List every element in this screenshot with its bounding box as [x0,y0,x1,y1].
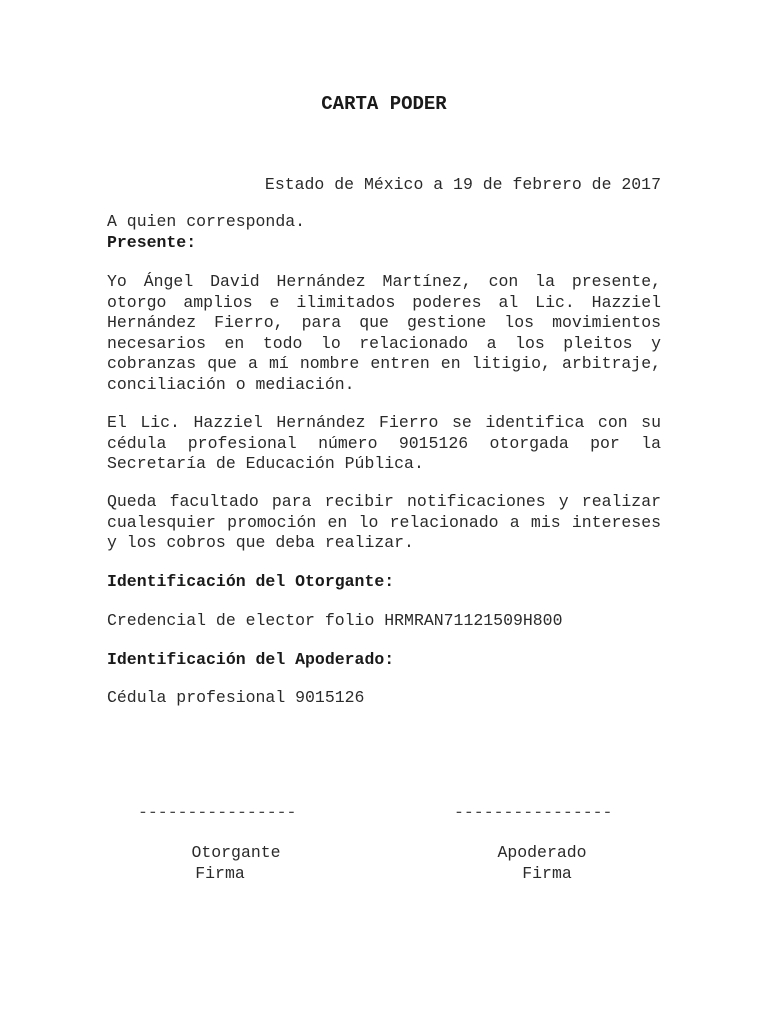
salutation [107,212,661,253]
greeting: A quien corresponda. [107,212,306,231]
apoderado-id: Cédula profesional 9015126 [107,688,365,707]
otorgante-heading: Identificación del Otorgante: [107,572,395,591]
paragraph-identificacion: El Lic. Hazziel Hernández Fierro se identifica con su cédula profesional número 9015126 otorgada por la Secretaría de Educación Pública. [107,413,661,474]
otorgante-role: Otorgante [191,843,281,862]
apoderado-role: Apoderado [497,843,587,862]
document-title: CARTA PODER [321,93,447,115]
paragraph-facultades: Queda facultado para recibir notificaciones y realizar cualesquier promoción en lo relacionado a mis intereses y los cobros que deba realizar. [107,492,661,553]
date-line: Estado de México a 19 de febrero de 2017 [264,175,661,194]
apoderado-heading: Identificación del Apoderado: [107,650,395,669]
apoderado-firma-label: Firma [522,864,572,883]
paragraph-poder: Yo Ángel David Hernández Martínez, con la presente, otorgo amplios e ilimitados poderes al Lic. Hazziel Hernández Fierro, para que gestione los movimientos necesarios en todo lo relacionado a los pleitos y cobranzas que a mí nombre entren en litigio, arbitraje, conciliación o mediación. [107,272,661,394]
otorgante-id: Credencial de elector folio HRMRAN71121509H800 [107,611,563,630]
otorgante-firma-label: Firma [195,864,245,883]
signature-line-apoderado: ---------------- [454,803,613,822]
signature-line-otorgante: ---------------- [138,803,297,822]
presente-label: Presente: [107,232,197,252]
